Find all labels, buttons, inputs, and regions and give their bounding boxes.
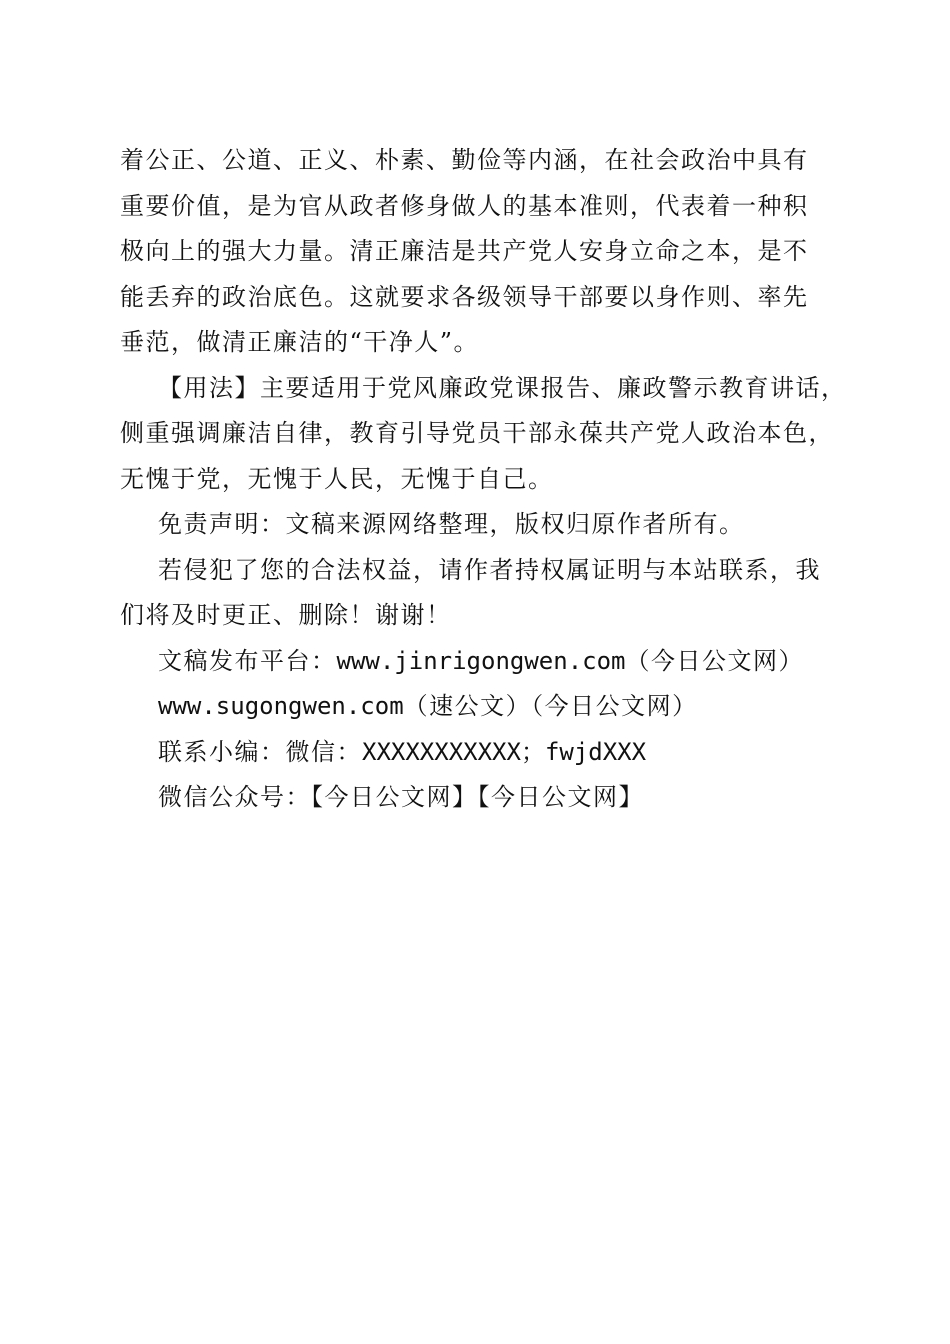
contact-label: 联系小编：微信： — [158, 737, 362, 766]
platform-name: （今日公文网） — [625, 646, 804, 675]
platform-url: www.jinrigongwen.com — [336, 646, 626, 675]
platform-label: 文稿发布平台： — [158, 646, 337, 675]
second-name: （速公文）（今日公文网） — [403, 692, 698, 720]
document-body — [120, 138, 847, 821]
contact-line — [120, 730, 840, 776]
text-line: 们将及时更正、删除！谢谢！ — [120, 601, 452, 629]
text-line: 无愧于党，无愧于人民，无愧于自己。 — [120, 464, 554, 493]
text-line: 【用法】主要适用于党风廉政党课报告、廉政警示教育讲话， — [158, 373, 847, 402]
contact-value: XXXXXXXXXXX；fwjdXXX — [362, 737, 647, 766]
text-line: 极向上的强大力量。清正廉洁是共产党人安身立命之本，是不 — [120, 237, 809, 265]
paragraph-usage — [120, 366, 847, 503]
second-url: www.sugongwen.com — [158, 692, 404, 720]
text-line: 若侵犯了您的合法权益，请作者持权属证明与本站联系，我 — [158, 555, 821, 584]
text-line: 侧重强调廉洁自律，教育引导党员干部永葆共产党人政治本色， — [120, 419, 834, 447]
text-line: 着公正、公道、正义、朴素、勤俭等内涵，在社会政治中具有 — [120, 146, 809, 174]
disclaimer-text: 免责声明：文稿来源网络整理，版权归原作者所有。 — [158, 510, 745, 538]
wechat-public-line: 微信公众号：【今日公文网】【今日公文网】 — [158, 783, 644, 811]
platform-line — [120, 639, 840, 685]
paragraph-integrity — [120, 138, 840, 366]
text-line: 重要价值，是为官从政者修身做人的基本准则，代表着一种积 — [120, 191, 809, 220]
text-line: 能丢弃的政治底色。这就要求各级领导干部要以身作则、率先 — [120, 282, 809, 311]
second-platform-line — [120, 684, 840, 730]
paragraph-infringement — [120, 548, 840, 639]
text-line: 垂范，做清正廉洁的“干净人”。 — [120, 328, 480, 356]
